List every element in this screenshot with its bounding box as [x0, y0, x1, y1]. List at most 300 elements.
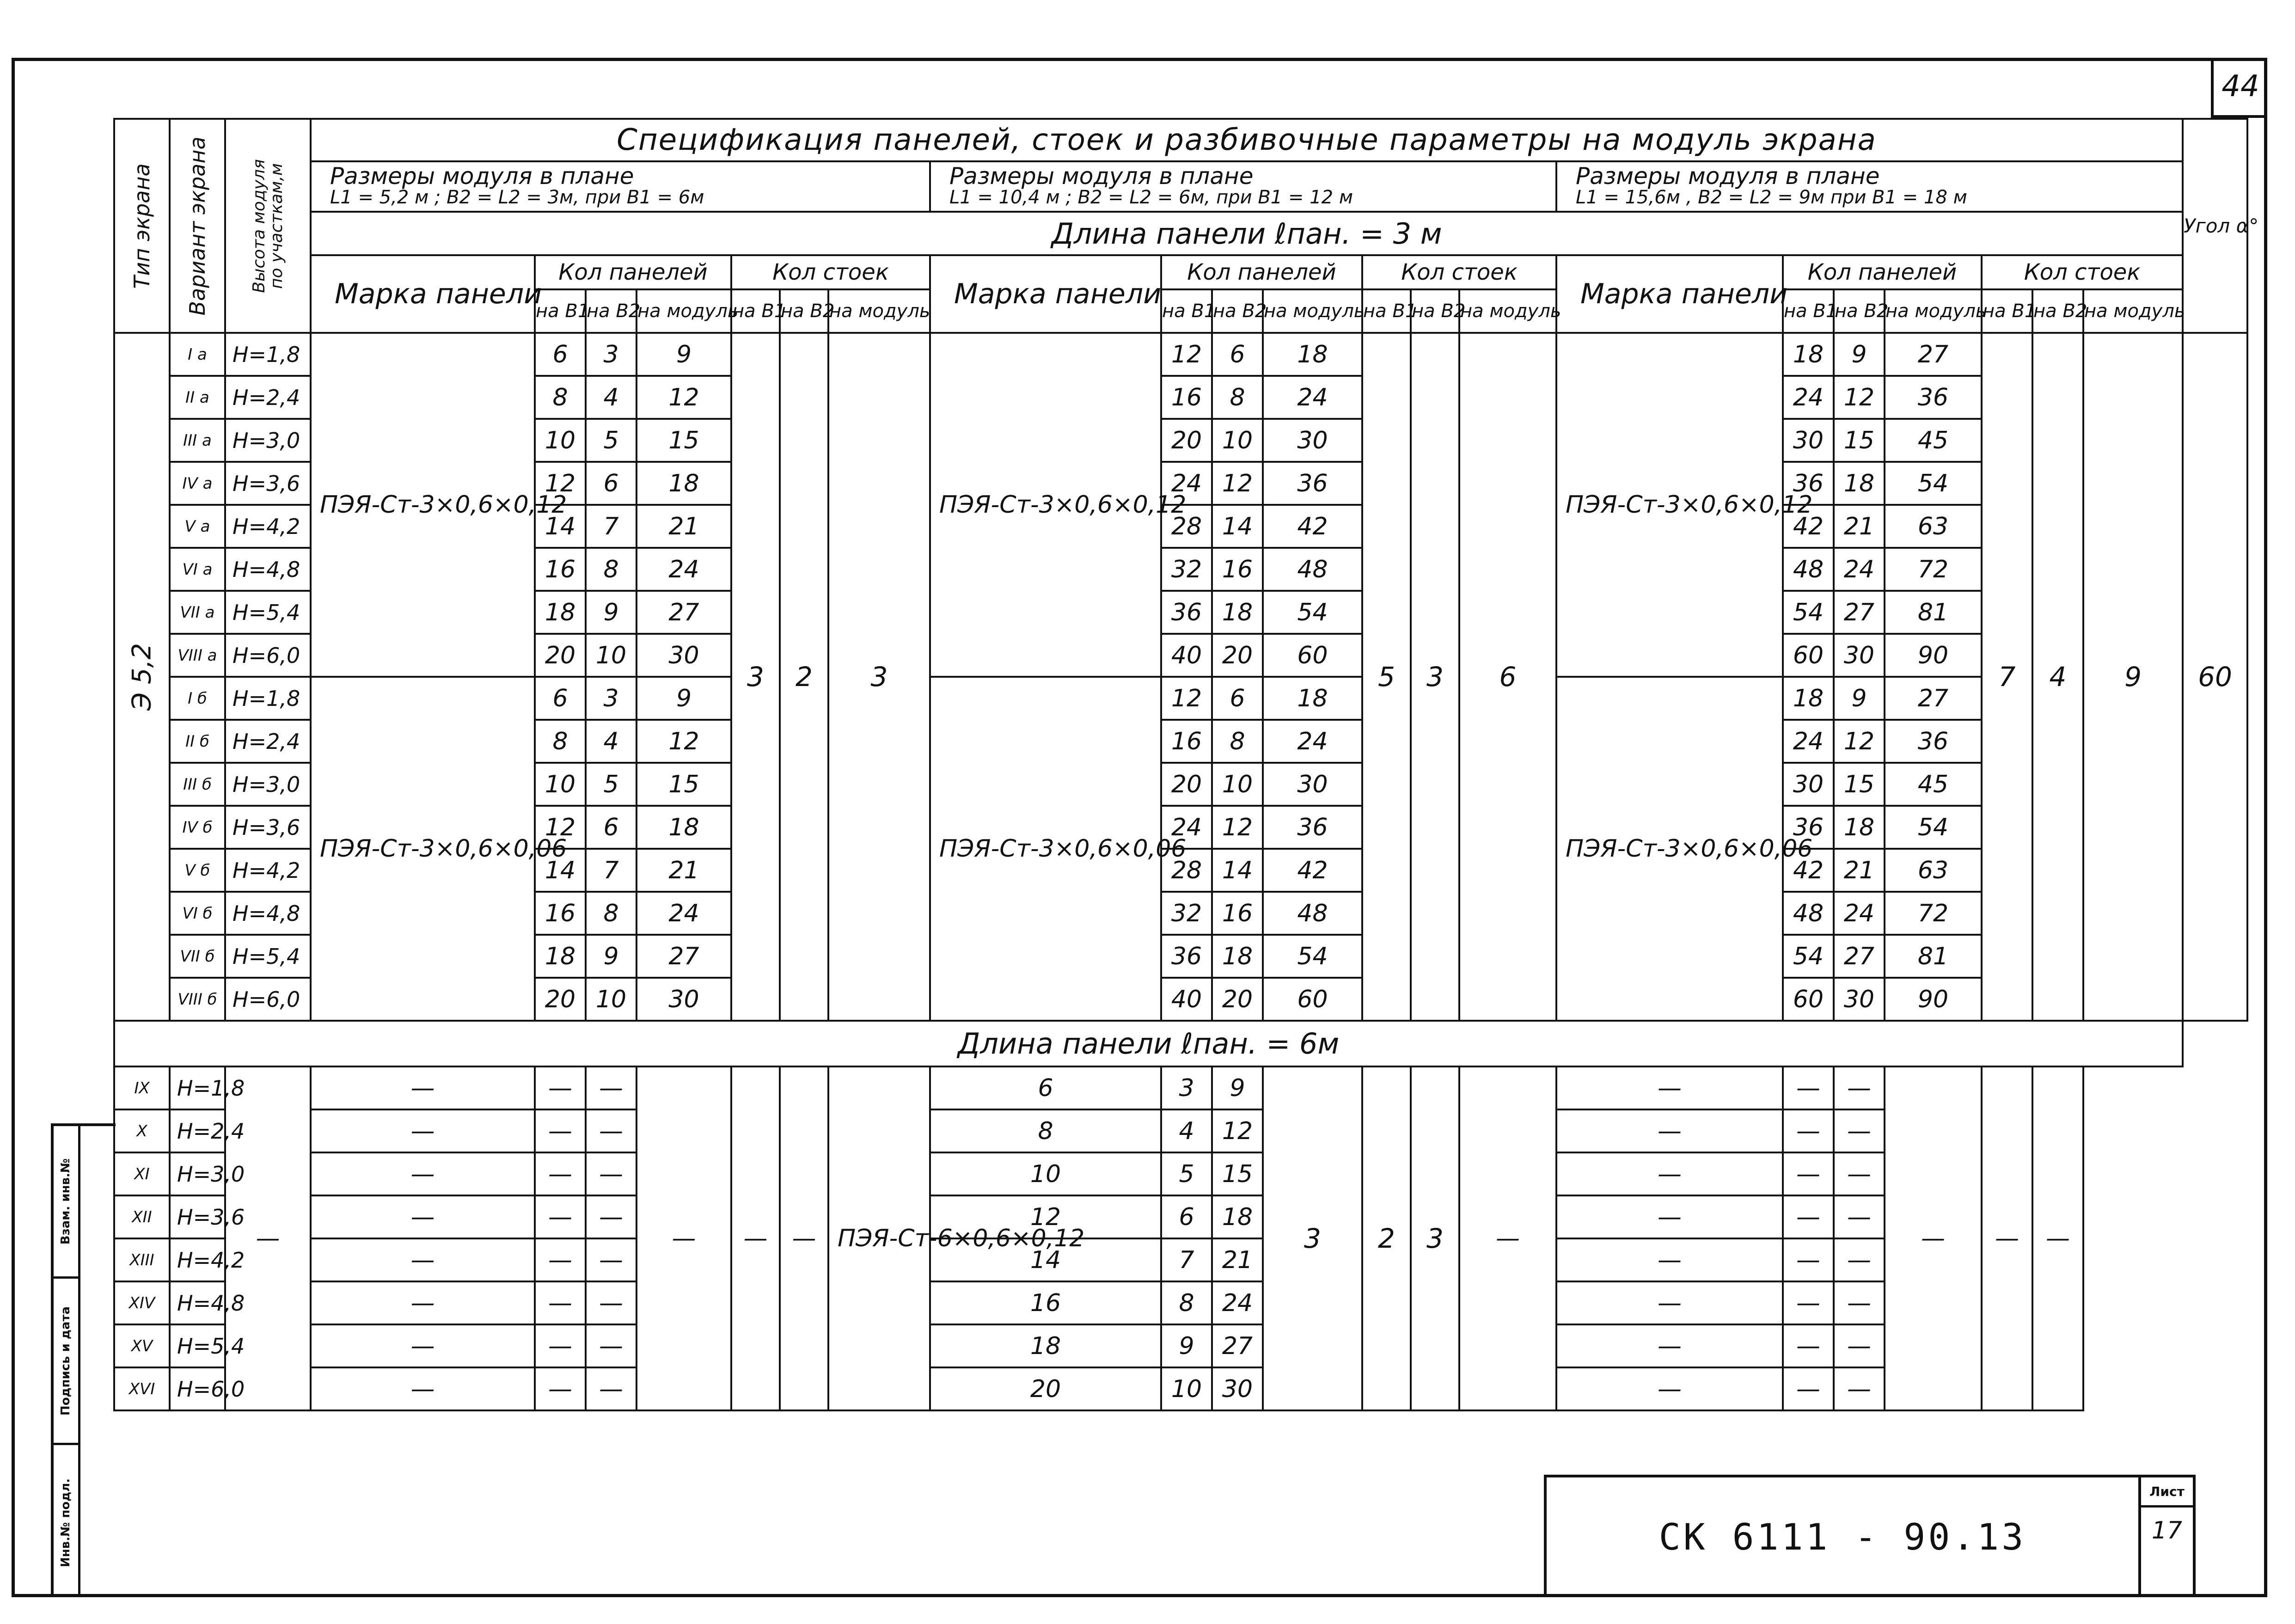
sub-header: на B1: [1161, 289, 1212, 333]
height-cell: H=3,0: [225, 419, 311, 462]
panel-count-cell: —: [586, 1195, 636, 1238]
height-cell: H=5,4: [225, 935, 311, 978]
panel-count-cell: 15: [1834, 763, 1885, 806]
panel-count-cell: —: [1783, 1324, 1834, 1367]
variant-cell: III б: [170, 763, 225, 806]
table-row: [114, 677, 2247, 720]
panel-count-cell: 48: [1783, 892, 1834, 935]
panel-count-cell: 15: [636, 419, 731, 462]
sheet-number-box: [2211, 58, 2267, 118]
post-count-cell: 7: [1982, 333, 2032, 1021]
panel-count-cell: 4: [586, 376, 636, 419]
panel-count-cell: 18: [535, 591, 586, 634]
panel-count-cell: 8: [586, 892, 636, 935]
panel-count-cell: 36: [1885, 720, 1982, 763]
height-cell: H=2,4: [225, 376, 311, 419]
panel-count-cell: 9: [636, 333, 731, 376]
panel-count-cell: 16: [1212, 892, 1263, 935]
panel-count-cell: 20: [1161, 763, 1212, 806]
panel-count-cell: 21: [1834, 849, 1885, 892]
panel-count-cell: 12: [1161, 333, 1212, 376]
panel-count-cell: —: [1556, 1324, 1783, 1367]
panel-count-cell: 24: [1161, 806, 1212, 849]
variant-cell: VII а: [170, 591, 225, 634]
variant-cell: VIII б: [170, 978, 225, 1021]
panel-count-cell: 18: [636, 462, 731, 505]
panel-count-cell: 81: [1885, 591, 1982, 634]
sheet-number: 44: [2222, 69, 2259, 104]
variant-cell: XII: [114, 1195, 170, 1238]
panel-count-cell: 27: [1834, 935, 1885, 978]
group3-mark-header: Марка панели: [1556, 255, 1783, 333]
panel-count-cell: 4: [586, 720, 636, 763]
sub-header: на B2: [586, 289, 636, 333]
sub-header: на модуль: [2083, 289, 2183, 333]
panel-count-cell: —: [586, 1109, 636, 1152]
panel-count-cell: —: [1834, 1195, 1885, 1238]
panel-count-cell: 28: [1161, 505, 1212, 548]
panel-count-cell: 54: [1783, 591, 1834, 634]
panel-count-cell: 45: [1885, 763, 1982, 806]
side-stamp-cell: [54, 1279, 78, 1445]
panel-count-cell: 18: [930, 1324, 1161, 1367]
panel-count-cell: 63: [1885, 505, 1982, 548]
panel-count-cell: 12: [535, 806, 586, 849]
panel-count-cell: 81: [1885, 935, 1982, 978]
post-count-cell: 3: [1263, 1066, 1362, 1410]
panel-count-cell: 8: [1161, 1281, 1212, 1324]
side-stamp-label: Взам. инв.№: [59, 1158, 73, 1244]
variant-cell: XIII: [114, 1238, 170, 1281]
panel-count-cell: 48: [1783, 548, 1834, 591]
panel-count-cell: —: [586, 1367, 636, 1410]
panel-count-cell: 8: [535, 720, 586, 763]
panel-count-cell: —: [535, 1109, 586, 1152]
panel-count-cell: 27: [1885, 333, 1982, 376]
panel-mark-cell: ПЭЯ-Ст-3×0,6×0,12: [1556, 333, 1783, 677]
panel-count-cell: 36: [1885, 376, 1982, 419]
panel-count-cell: 42: [1263, 849, 1362, 892]
panel-count-cell: —: [1783, 1195, 1834, 1238]
panel-count-cell: 36: [1161, 935, 1212, 978]
panel-count-cell: 18: [1834, 462, 1885, 505]
panel-count-cell: 9: [586, 935, 636, 978]
group1-posts-header: Кол стоек: [731, 255, 930, 289]
panel-count-cell: —: [535, 1066, 586, 1109]
panel-count-cell: 21: [636, 849, 731, 892]
panel-count-cell: 32: [1161, 892, 1212, 935]
panel-count-cell: 24: [1161, 462, 1212, 505]
height-cell: H=3,6: [170, 1195, 225, 1238]
panel-count-cell: 18: [1263, 333, 1362, 376]
section-1-length-label: Длина панели ℓпан. = 3 м: [311, 212, 2183, 255]
panel-count-cell: 27: [1885, 677, 1982, 720]
panel-count-cell: 8: [1212, 376, 1263, 419]
panel-count-cell: 54: [1263, 935, 1362, 978]
height-cell: H=4,2: [225, 849, 311, 892]
panel-count-cell: 18: [1212, 1195, 1263, 1238]
panel-count-cell: 27: [1212, 1324, 1263, 1367]
sheet-value: 17: [2151, 1517, 2183, 1544]
document-code: СК 6111 - 90.13: [1659, 1516, 2026, 1558]
panel-count-cell: 12: [636, 376, 731, 419]
variant-cell: VI б: [170, 892, 225, 935]
panel-count-cell: —: [1783, 1109, 1834, 1152]
panel-count-cell: 30: [636, 978, 731, 1021]
post-count-cell: —: [1885, 1066, 1982, 1410]
panel-count-cell: —: [1783, 1367, 1834, 1410]
panel-count-cell: —: [1834, 1324, 1885, 1367]
height-cell: H=3,0: [170, 1152, 225, 1195]
panel-count-cell: —: [1556, 1109, 1783, 1152]
sub-header: на B1: [731, 289, 780, 333]
panel-count-cell: —: [1834, 1152, 1885, 1195]
post-count-cell: 6: [1459, 333, 1556, 1021]
group3-panels-header: Кол панелей: [1783, 255, 1982, 289]
panel-count-cell: 24: [1834, 548, 1885, 591]
group1-panels-header: Кол панелей: [535, 255, 731, 289]
panel-count-cell: 8: [1212, 720, 1263, 763]
specification-table: [113, 118, 2259, 1411]
group1-mark-header: Марка панели: [311, 255, 535, 333]
variant-cell: V а: [170, 505, 225, 548]
panel-count-cell: —: [1556, 1195, 1783, 1238]
panel-count-cell: 12: [930, 1195, 1161, 1238]
panel-count-cell: 12: [535, 462, 586, 505]
variant-cell: I а: [170, 333, 225, 376]
sub-header: на модуль: [828, 289, 930, 333]
panel-count-cell: 6: [586, 462, 636, 505]
post-count-cell: —: [731, 1066, 780, 1410]
panel-count-cell: 24: [636, 548, 731, 591]
panel-count-cell: 6: [930, 1066, 1161, 1109]
panel-count-cell: 5: [586, 763, 636, 806]
panel-count-cell: 15: [636, 763, 731, 806]
panel-count-cell: 10: [586, 634, 636, 677]
panel-count-cell: 20: [930, 1367, 1161, 1410]
col-header-height: Высота модуля по участкам,м: [225, 119, 311, 333]
panel-count-cell: 63: [1885, 849, 1982, 892]
side-stamp-cell: [54, 1126, 78, 1279]
panel-count-cell: 30: [636, 634, 731, 677]
post-count-cell: —: [1982, 1066, 2032, 1410]
panel-count-cell: 54: [1885, 806, 1982, 849]
variant-cell: IV б: [170, 806, 225, 849]
panel-count-cell: 8: [930, 1109, 1161, 1152]
panel-count-cell: —: [311, 1238, 535, 1281]
header-row-length: [114, 212, 2247, 255]
panel-count-cell: 60: [1783, 634, 1834, 677]
panel-count-cell: 30: [1783, 763, 1834, 806]
panel-count-cell: 45: [1885, 419, 1982, 462]
section-2-row: [114, 1021, 2247, 1066]
panel-count-cell: 9: [636, 677, 731, 720]
variant-cell: VII б: [170, 935, 225, 978]
panel-mark-cell: ПЭЯ-Ст-3×0,6×0,12: [930, 333, 1161, 677]
panel-count-cell: 24: [1834, 892, 1885, 935]
panel-count-cell: 27: [636, 935, 731, 978]
post-count-cell: 3: [1411, 333, 1459, 1021]
variant-cell: IX: [114, 1066, 170, 1109]
panel-count-cell: —: [535, 1367, 586, 1410]
panel-count-cell: —: [1834, 1238, 1885, 1281]
panel-count-cell: 24: [1212, 1281, 1263, 1324]
variant-cell: XV: [114, 1324, 170, 1367]
panel-count-cell: —: [311, 1324, 535, 1367]
panel-count-cell: 30: [1263, 419, 1362, 462]
panel-count-cell: 27: [636, 591, 731, 634]
sub-header: на модуль: [1459, 289, 1556, 333]
screen-type: Э 5,2: [127, 643, 157, 711]
panel-count-cell: 9: [1834, 677, 1885, 720]
panel-count-cell: 18: [636, 806, 731, 849]
panel-count-cell: —: [1556, 1152, 1783, 1195]
panel-count-cell: 12: [1834, 720, 1885, 763]
sub-header: на B1: [535, 289, 586, 333]
panel-count-cell: —: [311, 1195, 535, 1238]
panel-count-cell: 10: [1212, 763, 1263, 806]
panel-count-cell: 16: [535, 892, 586, 935]
post-count-cell: 2: [1362, 1066, 1411, 1410]
height-cell: H=4,8: [225, 548, 311, 591]
height-cell: H=4,2: [225, 505, 311, 548]
table-row: [114, 1066, 2247, 1109]
panel-count-cell: —: [535, 1324, 586, 1367]
post-count-cell: —: [780, 1066, 828, 1410]
variant-cell: VI а: [170, 548, 225, 591]
panel-count-cell: —: [535, 1281, 586, 1324]
sub-header: на B2: [1212, 289, 1263, 333]
section-2-length-label: Длина панели ℓпан. = 6м: [114, 1021, 2183, 1066]
height-cell: H=6,0: [170, 1367, 225, 1410]
panel-count-cell: 36: [1783, 462, 1834, 505]
group1-size: Размеры модуля в плане L1 = 5,2 м ; B2 = L2 = 3м, при B1 = 6м: [311, 161, 930, 212]
group2-mark-header: Марка панели: [930, 255, 1161, 333]
side-stamp-label: Подпись и дата: [59, 1306, 73, 1416]
height-cell: H=5,4: [225, 591, 311, 634]
post-count-cell: 3: [1411, 1066, 1459, 1410]
panel-count-cell: 6: [1212, 677, 1263, 720]
panel-count-cell: 10: [930, 1152, 1161, 1195]
panel-count-cell: 20: [1161, 419, 1212, 462]
post-count-cell: —: [2032, 1066, 2083, 1410]
sub-header: на B1: [1783, 289, 1834, 333]
panel-count-cell: —: [1783, 1152, 1834, 1195]
panel-count-cell: 18: [1783, 333, 1834, 376]
height-cell: H=5,4: [170, 1324, 225, 1367]
post-count-cell: 4: [2032, 333, 2083, 1021]
side-stamp-column: [54, 1126, 80, 1594]
panel-count-cell: 5: [1161, 1152, 1212, 1195]
panel-count-cell: 60: [1783, 978, 1834, 1021]
panel-count-cell: —: [311, 1152, 535, 1195]
panel-count-cell: 30: [1834, 634, 1885, 677]
header-row-sizes: [114, 161, 2247, 212]
panel-count-cell: 7: [586, 505, 636, 548]
panel-count-cell: 10: [1212, 419, 1263, 462]
group3-posts-header: Кол стоек: [1982, 255, 2183, 289]
panel-count-cell: 40: [1161, 978, 1212, 1021]
height-cell: H=1,8: [170, 1066, 225, 1109]
panel-count-cell: 3: [1161, 1066, 1212, 1109]
panel-count-cell: —: [311, 1281, 535, 1324]
panel-count-cell: —: [1556, 1066, 1783, 1109]
panel-count-cell: 14: [930, 1238, 1161, 1281]
title-block-sheet: [2138, 1477, 2193, 1597]
variant-cell: VIII а: [170, 634, 225, 677]
variant-cell: XIV: [114, 1281, 170, 1324]
panel-count-cell: 30: [1263, 763, 1362, 806]
panel-count-cell: 60: [1263, 978, 1362, 1021]
variant-cell: II б: [170, 720, 225, 763]
panel-count-cell: 6: [1212, 333, 1263, 376]
panel-count-cell: —: [311, 1109, 535, 1152]
panel-count-cell: 40: [1161, 634, 1212, 677]
panel-count-cell: 21: [636, 505, 731, 548]
panel-count-cell: —: [1783, 1066, 1834, 1109]
panel-count-cell: 27: [1834, 591, 1885, 634]
height-cell: H=1,8: [225, 677, 311, 720]
panel-count-cell: 16: [930, 1281, 1161, 1324]
panel-count-cell: 24: [636, 892, 731, 935]
table-row: [114, 333, 2247, 376]
variant-cell: II а: [170, 376, 225, 419]
side-stamp-cell: [54, 1445, 78, 1600]
panel-count-cell: 9: [586, 591, 636, 634]
panel-count-cell: 24: [1263, 376, 1362, 419]
panel-count-cell: 20: [1212, 978, 1263, 1021]
panel-count-cell: 72: [1885, 548, 1982, 591]
sub-header: на B2: [780, 289, 828, 333]
panel-count-cell: 8: [535, 376, 586, 419]
panel-count-cell: 14: [1212, 849, 1263, 892]
panel-mark-cell: ПЭЯ-Ст-3×0,6×0,12: [311, 333, 535, 677]
panel-count-cell: 30: [1834, 978, 1885, 1021]
panel-count-cell: 9: [1161, 1324, 1212, 1367]
panel-count-cell: 32: [1161, 548, 1212, 591]
panel-count-cell: 12: [1212, 806, 1263, 849]
post-count-cell: 2: [780, 333, 828, 1021]
panel-count-cell: 12: [636, 720, 731, 763]
height-cell: H=3,0: [225, 763, 311, 806]
screen-type-cell: [114, 333, 170, 1021]
sub-header: на модуль: [1885, 289, 1982, 333]
title-block: [1544, 1475, 2196, 1597]
col-header-angle: Угол α°: [2183, 119, 2247, 333]
panel-count-cell: 90: [1885, 978, 1982, 1021]
panel-count-cell: 18: [1212, 591, 1263, 634]
panel-mark-cell: ПЭЯ-Ст-6×0,6×0,12: [828, 1066, 930, 1410]
panel-count-cell: 6: [586, 806, 636, 849]
panel-count-cell: 15: [1212, 1152, 1263, 1195]
panel-count-cell: —: [311, 1367, 535, 1410]
panel-count-cell: 18: [1783, 677, 1834, 720]
panel-count-cell: —: [586, 1281, 636, 1324]
panel-count-cell: 18: [535, 935, 586, 978]
panel-count-cell: —: [586, 1066, 636, 1109]
height-cell: H=3,6: [225, 462, 311, 505]
panel-count-cell: 6: [535, 333, 586, 376]
panel-mark-cell: ПЭЯ-Ст-3×0,6×0,06: [311, 677, 535, 1021]
panel-count-cell: 42: [1783, 505, 1834, 548]
panel-count-cell: 6: [535, 677, 586, 720]
panel-count-cell: 12: [1161, 677, 1212, 720]
side-stamp: [51, 1123, 116, 1597]
sub-header: на B2: [1834, 289, 1885, 333]
panel-count-cell: —: [1783, 1281, 1834, 1324]
panel-count-cell: —: [1556, 1238, 1783, 1281]
panel-count-cell: 30: [1212, 1367, 1263, 1410]
panel-count-cell: 7: [586, 849, 636, 892]
height-cell: H=6,0: [225, 634, 311, 677]
panel-count-cell: —: [535, 1238, 586, 1281]
sub-header: на B2: [1411, 289, 1459, 333]
panel-count-cell: 4: [1161, 1109, 1212, 1152]
panel-mark-cell: ПЭЯ-Ст-3×0,6×0,06: [1556, 677, 1783, 1021]
variant-cell: IV а: [170, 462, 225, 505]
panel-count-cell: 3: [586, 677, 636, 720]
panel-count-cell: —: [1556, 1281, 1783, 1324]
sub-header: на B1: [1362, 289, 1411, 333]
panel-count-cell: 12: [1834, 376, 1885, 419]
panel-count-cell: —: [1783, 1238, 1834, 1281]
group3-size: Размеры модуля в плане L1 = 15,6м , B2 = L2 = 9м при B1 = 18 м: [1556, 161, 2183, 212]
panel-count-cell: 18: [1834, 806, 1885, 849]
panel-count-cell: —: [586, 1324, 636, 1367]
panel-count-cell: 10: [535, 419, 586, 462]
panel-count-cell: 7: [1161, 1238, 1212, 1281]
panel-count-cell: 72: [1885, 892, 1982, 935]
post-count-cell: 5: [1362, 333, 1411, 1021]
panel-count-cell: 42: [1263, 505, 1362, 548]
post-count-cell: 3: [828, 333, 930, 1021]
panel-count-cell: 20: [1212, 634, 1263, 677]
panel-count-cell: 14: [1212, 505, 1263, 548]
panel-count-cell: 9: [1834, 333, 1885, 376]
panel-count-cell: —: [1834, 1109, 1885, 1152]
panel-count-cell: 12: [1212, 462, 1263, 505]
header-row-sub1: [114, 255, 2247, 289]
panel-count-cell: 5: [586, 419, 636, 462]
height-cell: H=1,8: [225, 333, 311, 376]
panel-count-cell: —: [1834, 1367, 1885, 1410]
sheet-label: Лист: [2141, 1477, 2193, 1508]
panel-count-cell: 30: [1783, 419, 1834, 462]
panel-count-cell: 12: [1212, 1109, 1263, 1152]
panel-count-cell: 48: [1263, 892, 1362, 935]
panel-count-cell: 18: [1263, 677, 1362, 720]
post-count-cell: 3: [731, 333, 780, 1021]
panel-count-cell: —: [1556, 1367, 1783, 1410]
panel-count-cell: 60: [1263, 634, 1362, 677]
panel-count-cell: 36: [1161, 591, 1212, 634]
panel-count-cell: 48: [1263, 548, 1362, 591]
sub-header: на B1: [1982, 289, 2032, 333]
group2-size: Размеры модуля в плане L1 = 10,4 м ; B2 = L2 = 6м, при B1 = 12 м: [930, 161, 1556, 212]
panel-count-cell: 54: [1783, 935, 1834, 978]
panel-count-cell: 3: [586, 333, 636, 376]
panel-count-cell: 28: [1161, 849, 1212, 892]
height-cell: H=2,4: [225, 720, 311, 763]
panel-count-cell: 20: [535, 634, 586, 677]
panel-mark-cell: —: [1459, 1066, 1556, 1410]
panel-count-cell: 90: [1885, 634, 1982, 677]
group2-posts-header: Кол стоек: [1362, 255, 1556, 289]
panel-count-cell: —: [1834, 1281, 1885, 1324]
panel-count-cell: —: [586, 1152, 636, 1195]
panel-count-cell: 36: [1783, 806, 1834, 849]
variant-cell: III а: [170, 419, 225, 462]
